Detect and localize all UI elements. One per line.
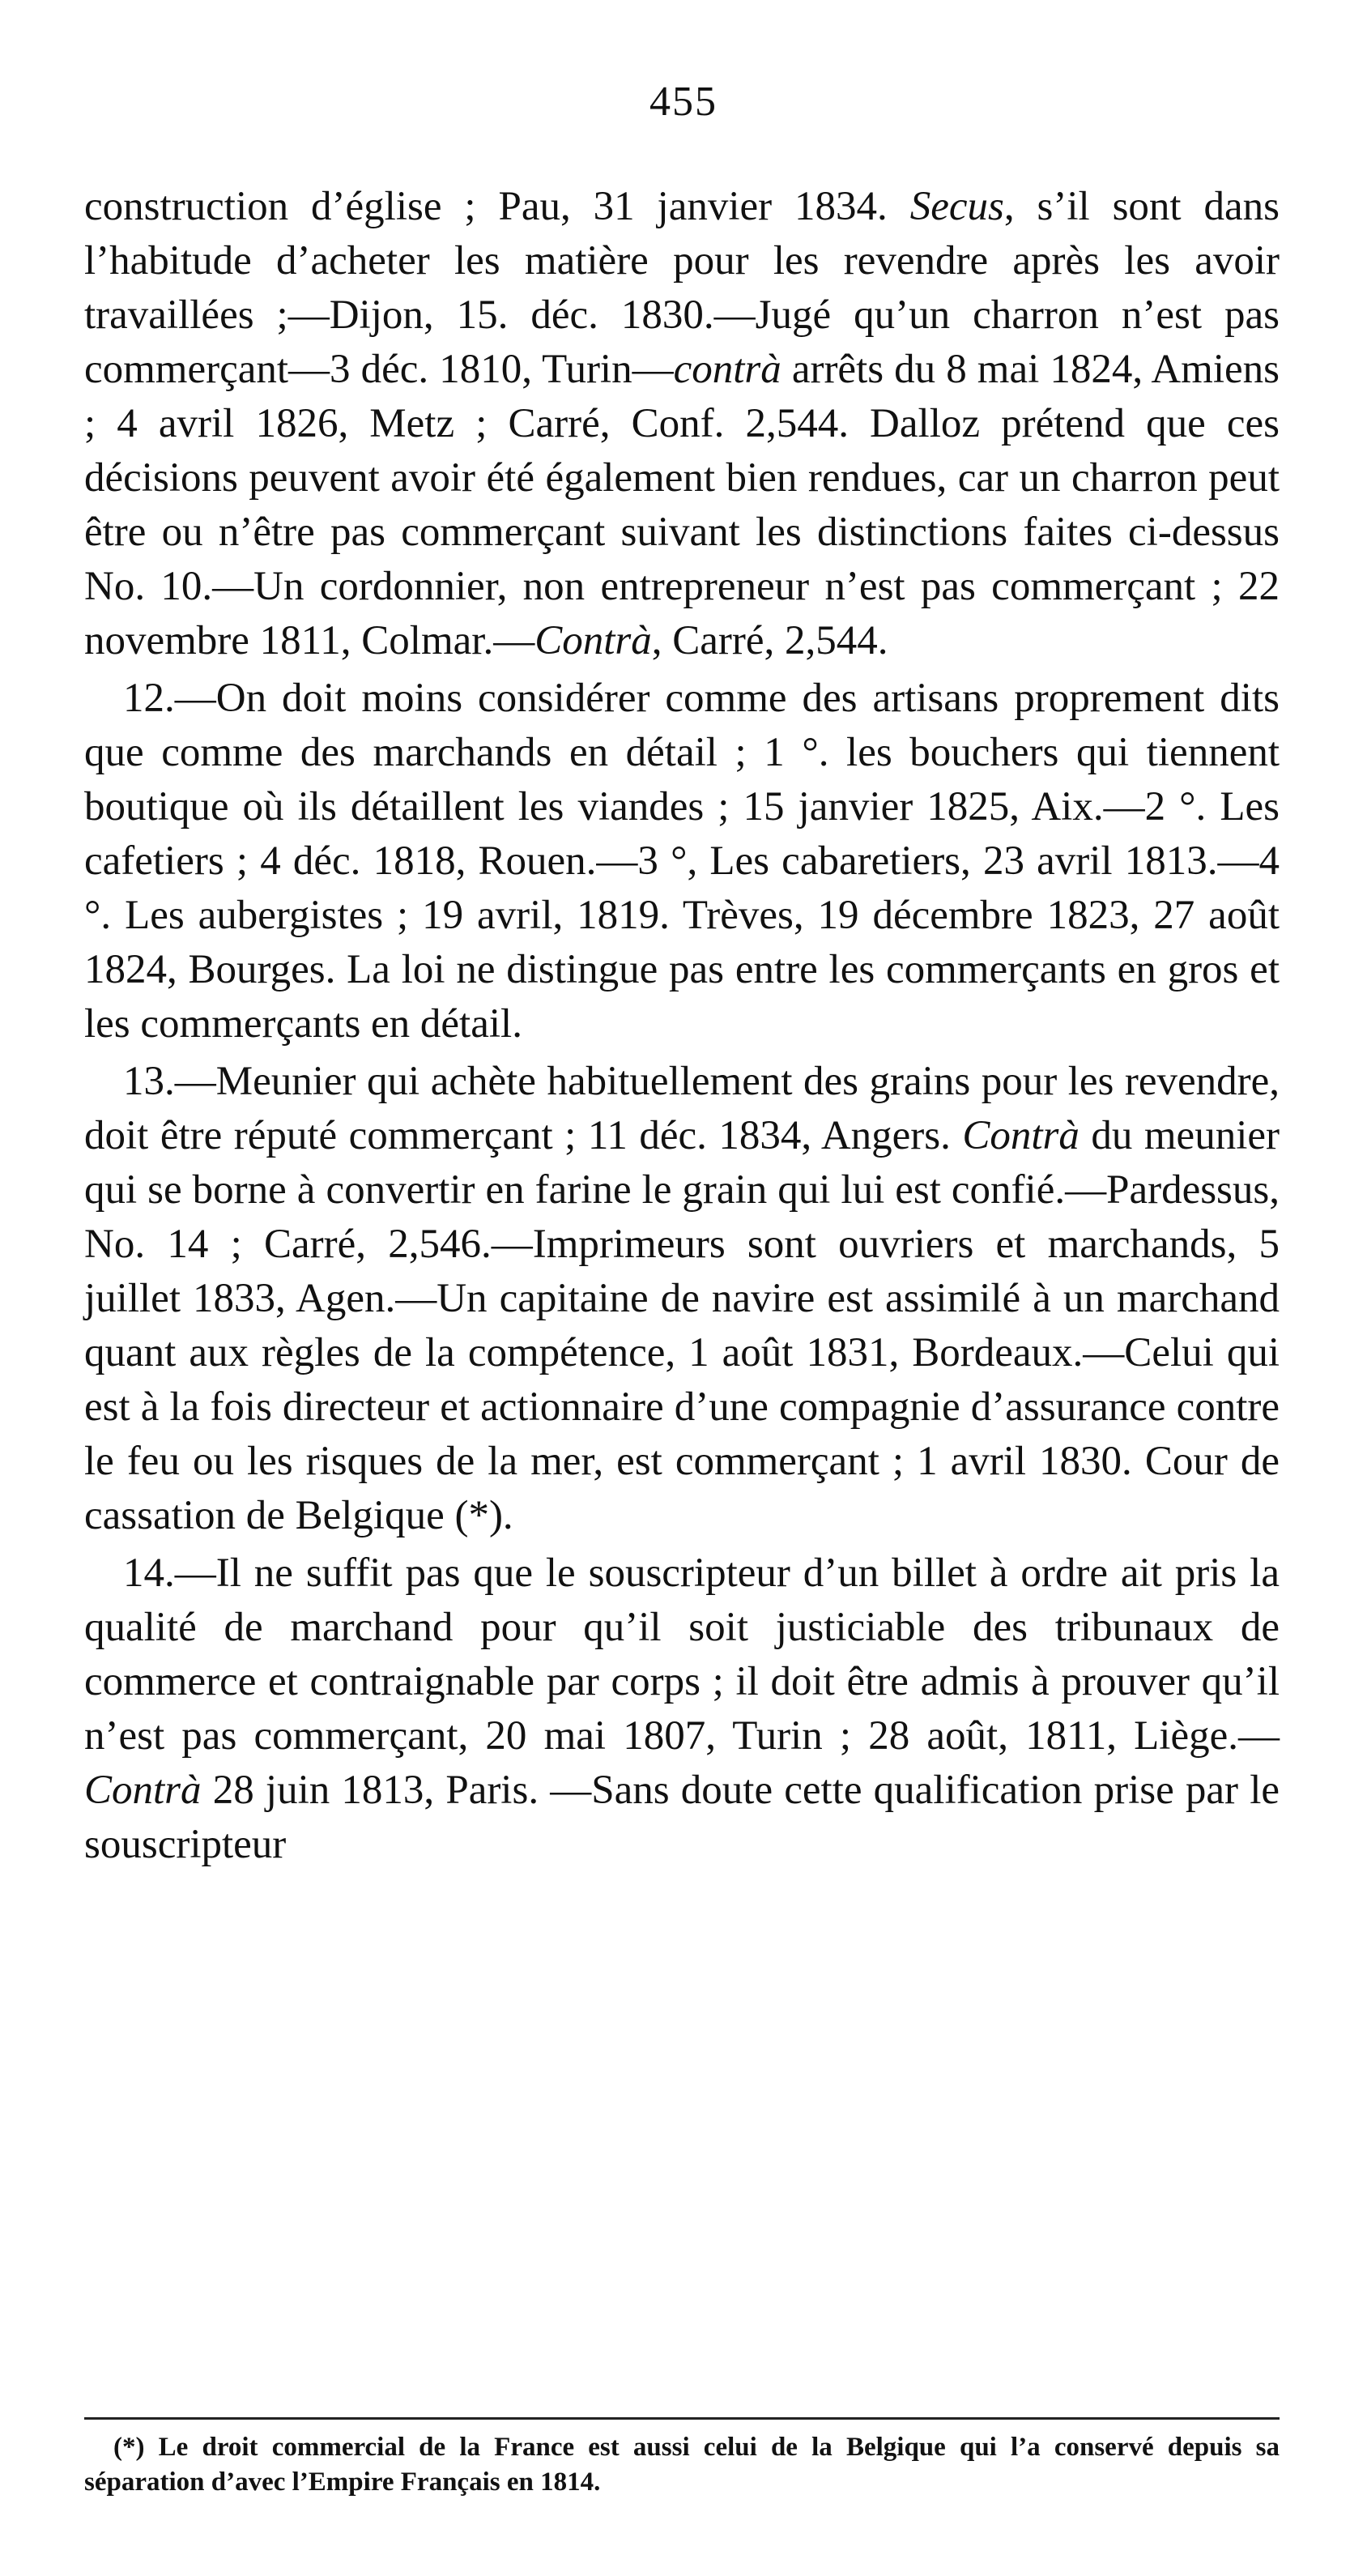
text-run: 12.—On doit moins considérer comme des artisans proprement dits que comme des marchands en détail ; 1 °. les bouchers qui tiennent boutique où ils détaillent les viandes ; 15 janvier 1825, Aix.—2 °. Les cafetiers ; 4 déc. 1818, Rouen.—3 °, Les cabaretiers, 23 avril 1813.—4 °. Les aubergistes ; 19 avril, 1819. Trèves, 19 décembre 1823, 27 août 1824, Bourges. La loi ne distingue pas entre les commerçants en gros et les commerçants en détail. [84, 676, 1280, 1047]
text-run: 14.—Il ne suffit pas que le souscripteur d’un billet à ordre ait pris la qualité de marchand pour qu’il soit justiciable des tribunaux de commerce et contraignable par corps ; il doit être admis à prouver qu’il n’est pas commerçant, 20 mai 1807, Turin ; 28 août, 1811, Liège.— [84, 1550, 1280, 1759]
text-run: , s’il sont dans l’habitude d’acheter les matière pour les revendre après les avoir travaillées ;—Dijon, 15. déc. 1830.—Jugé qu’un charron n’est pas commerçant—3 déc. 1810, Turin— [84, 184, 1280, 392]
text-run: arrêts du 8 mai 1824, Amiens ; 4 avril 1826, Metz ; Carré, Conf. 2,544. Dalloz prétend que ces décisions peuvent avoir été également bien rendues, car un charron peut être ou n’être pas commerçant suivant les distinctions faites ci-dessus No. 10.—Un cordonnier, non entrepreneur n’est pas commerçant ; 22 novembre 1811, Colmar.— [84, 347, 1280, 663]
body-text [84, 180, 1280, 1875]
footnote-divider [84, 2417, 1280, 2420]
text-run: , Carré, 2,544. [651, 618, 888, 663]
text-run: construction d’église ; Pau, 31 janvier 1834. [84, 184, 910, 229]
text-run: 13.—Meunier qui achète habituellement des grains pour les revendre, doit être réputé commerçant ; 11 déc. 1834, Angers. [84, 1059, 1280, 1158]
page-number: 455 [649, 79, 718, 125]
italic-run: Secus [909, 184, 1004, 229]
paragraph-13 [84, 1055, 1280, 1543]
text-run: 28 juin 1813, Paris. —Sans doute cette qualification prise par le souscripteur [84, 1768, 1280, 1867]
italic-run: contrà [673, 347, 781, 392]
footnote: (*) Le droit commercial de la France est aussi celui de la Belgique qui l’a conservé depuis sa séparation d’avec l’Empire Français en 1814. [84, 2433, 1280, 2497]
paragraph-continuation [84, 180, 1280, 668]
italic-run: Contrà [962, 1113, 1080, 1158]
italic-run: Contrà [534, 618, 652, 663]
paragraph-12 [84, 672, 1280, 1051]
paragraph-14 [84, 1546, 1280, 1872]
text-run: du meunier qui se borne à convertir en farine le grain qui lui est confié.—Pardessus, No. 14 ; Carré, 2,546.—Imprimeurs sont ouvriers et marchands, 5 juillet 1833, Agen.—Un capitaine de navire est assimilé à un marchand quant aux règles de la compétence, 1 août 1831, Bordeaux.—Celui qui est à la fois directeur et actionnaire d’une compagnie d’assurance contre le feu ou les risques de la mer, est commerçant ; 1 avril 1830. Cour de cassation de Belgique (*). [84, 1113, 1280, 1538]
italic-run: Contrà [84, 1768, 202, 1813]
